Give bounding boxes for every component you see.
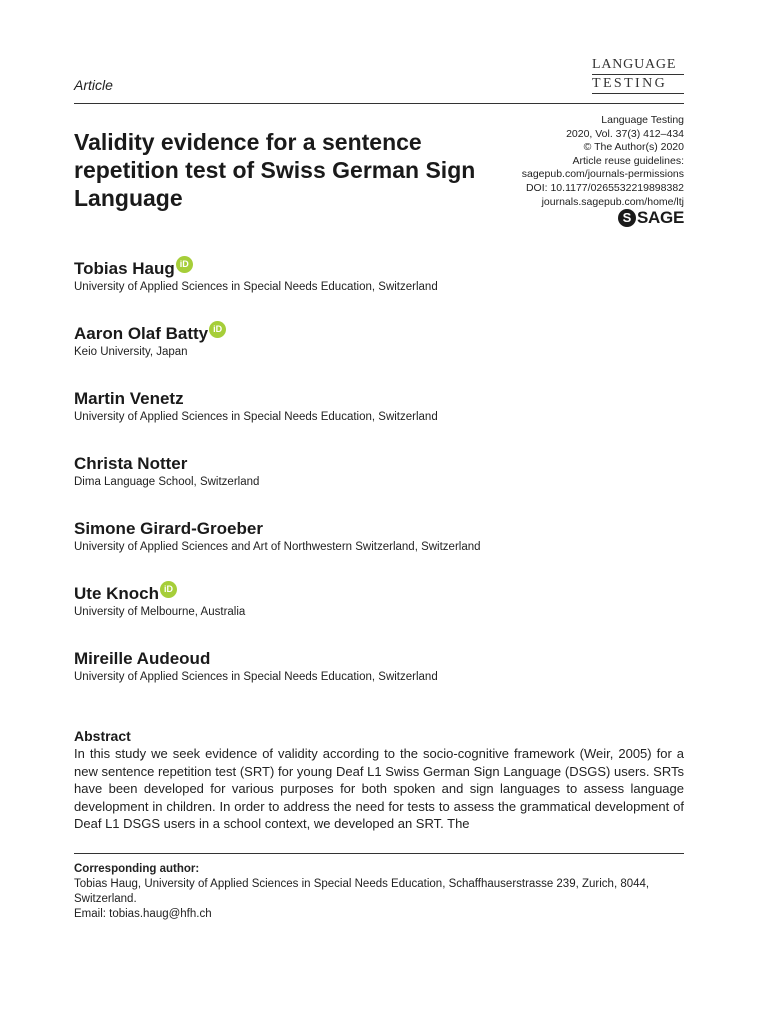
abstract-section [74, 727, 684, 833]
author-entry [74, 323, 694, 388]
author-name: Aaron Olaf Batty [74, 324, 209, 343]
author-name: Tobias Haug [74, 259, 175, 278]
author-affiliation: Dima Language School, Switzerland [74, 476, 260, 488]
author-affiliation: University of Applied Sciences in Special Needs Education, Switzerland [74, 671, 438, 683]
author-name-row [74, 518, 263, 540]
author-name-row [74, 388, 184, 410]
article-type-label: Article [74, 77, 113, 93]
corresponding-author-email[interactable]: Email: tobias.haug@hfh.ch [74, 908, 212, 920]
footnote-divider [74, 853, 684, 854]
author-entry [74, 388, 694, 453]
author-name: Ute Knoch [74, 584, 159, 603]
journal-logo-rule [592, 74, 684, 75]
author-name: Martin Venetz [74, 389, 184, 408]
corresponding-author-heading: Corresponding author: [74, 863, 200, 875]
article-title: Validity evidence for a sentence repetition test of Swiss German Sign Language [74, 129, 476, 211]
corresponding-author-note [74, 862, 684, 922]
orcid-icon[interactable]: iD [160, 581, 177, 598]
journal-metadata [454, 114, 684, 209]
abstract-heading: Abstract [74, 728, 131, 744]
author-affiliation: University of Applied Sciences and Art of Northwestern Switzerland, Switzerland [74, 541, 481, 553]
doi[interactable]: DOI: 10.1177/0265532219898382 [525, 181, 684, 194]
orcid-icon[interactable]: iD [176, 256, 193, 273]
corresponding-author-address: Tobias Haug, University of Applied Sciences in Special Needs Education, Schaffhauserstrasse 239, Zurich, 8044, Switzerland. [74, 878, 650, 905]
journal-logo-line2: TESTING [592, 76, 668, 91]
journal-homepage-link[interactable]: journals.sagepub.com/home/ltj [541, 195, 684, 208]
journal-logo [592, 58, 684, 94]
journal-logo-rule-bottom [592, 93, 684, 94]
journal-name: Language Testing [601, 114, 684, 126]
author-name: Simone Girard-Groeber [74, 519, 263, 538]
abstract-text: In this study we seek evidence of validity according to the socio-cognitive framework (Weir, 2005) for a new sentence repetition test (SRT) for young Deaf L1 Swiss German Sign Language (DSGS) users. SRTs have been developed for various purposes for both spoken and sign languages to assess language development in children. In order to address the need for tests to assess the grammatical development of Deaf L1 DSGS users in a school context, we developed an SRT. The [74, 746, 684, 831]
journal-volume: 2020, Vol. 37(3) 412–434 [566, 127, 684, 140]
author-affiliation: University of Applied Sciences in Special Needs Education, Switzerland [74, 281, 438, 293]
author-entry [74, 453, 694, 518]
author-list [74, 258, 694, 713]
reuse-guidelines-label: Article reuse guidelines: [572, 154, 684, 167]
orcid-icon[interactable]: iD [209, 321, 226, 338]
author-affiliation: University of Applied Sciences in Special Needs Education, Switzerland [74, 411, 438, 423]
publisher-logo [618, 207, 684, 229]
author-name-row [74, 648, 210, 670]
publisher-name: SAGE [637, 208, 684, 227]
author-affiliation: University of Melbourne, Australia [74, 606, 246, 618]
author-name: Christa Notter [74, 454, 188, 473]
header-divider [74, 103, 684, 104]
author-name-row [74, 258, 193, 280]
journal-logo-line1: LANGUAGE [592, 57, 677, 72]
author-entry [74, 583, 694, 648]
author-entry [74, 518, 694, 583]
copyright-notice: © The Author(s) 2020 [583, 141, 684, 154]
sage-icon: S [618, 209, 636, 227]
author-name: Mireille Audeoud [74, 649, 211, 668]
author-name-row [74, 583, 177, 605]
author-name-row [74, 453, 187, 475]
author-entry [74, 258, 694, 323]
permissions-link[interactable]: sagepub.com/journals-permissions [521, 168, 684, 181]
author-name-row [74, 323, 226, 345]
author-affiliation: Keio University, Japan [74, 346, 188, 358]
author-entry [74, 648, 694, 713]
